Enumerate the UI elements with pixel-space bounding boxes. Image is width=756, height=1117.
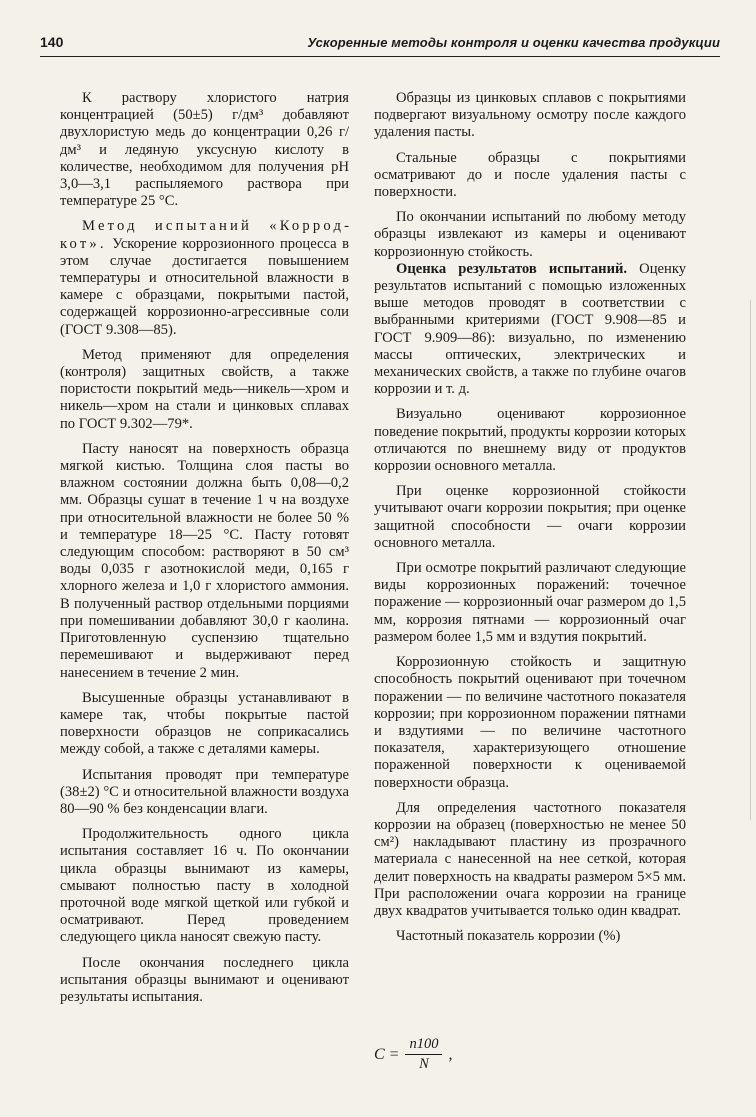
formula-fraction [405,1036,442,1073]
method-heading: Метод испытаний «Корродкот». [60,218,349,252]
paragraph: Испытания проводят при температуре (38±2) °С и относительной влажности воздуха 80—90 % без конденсации влаги. [60,766,349,817]
paragraph: Пасту наносят на поверхность образца мягкой кистью. Толщина слоя пасты во влажном состоянии должна быть 0,08—0,2 мм. Образцы сушат в течение 1 ч на воздухе при относительной влажности не более 50 % и температуре 18—25 °С. Пасту готовят следующим способом: растворяют в 50 см³ воды 0,035 г азотнокислой меди, 0,165 г хлорного железа и 1,0 г хлористого аммония. В полученный раствор отдельными порциями при помешивании добавляют 30,0 г каолина. Приготовленную суспензию тщательно перемешивают и выдерживают перед нанесением в течение 2 мин. [60,440,349,681]
page-number: 140 [40,34,64,50]
formula-lhs: C = [374,1045,400,1063]
paragraph: При осмотре покрытий различают следующие виды коррозионных поражений: точечное поражение — коррозионный очаг размером до 1,5 мм, коррозия пятнами — коррозионный очаг размером более 1,5 мм и вздутия покрытий. [374,560,686,645]
paragraph: Визуально оценивают коррозионное поведение покрытий, продукты коррозии которых отличаются по внешнему виду от продуктов коррозии основного металла. [374,406,686,475]
paragraph-method [60,218,349,338]
assessment-text: Оценку результатов испытаний с помощью изложенных выше методов проводят в соответствии с выбранными критериями (ГОСТ 9.908—85 и ГОСТ 9.909—86): визуально, по изменению массы оптических, электрических и механических свойств, а также по глубине очагов коррозии и т. д. [374,260,686,398]
page-header [40,30,720,57]
paragraph: Частотный показатель коррозии (%) [396,928,621,945]
paragraph: Коррозионную стойкость и защитную способность покрытий оценивают при точечном поражении — по величине частотного показателя коррозии; при коррозионном поражении пятнами и вздутиями — по величине частотного показателя, характеризующего отношение пораженной поверхности к оцениваемой поверхности образца. [374,654,686,791]
assessment-heading: Оценка результатов испытаний. [396,260,628,277]
paragraph: Стальные образцы с покрытиями осматривают до и после удаления пасты с поверхности. [374,149,686,201]
paragraph: По окончании испытаний по любому методу образцы извлекают из камеры и оценивают коррозионную стойкость. [374,209,686,260]
formula-numerator: n100 [405,1036,442,1055]
paragraph: После окончания последнего цикла испытания образцы вынимают и оценивают результаты испытания. [60,954,349,1005]
formula-comma: , [448,1045,453,1063]
paragraph: Для определения частотного показателя коррозии на образец (поверхностью не менее 50 см²) накладывают пластину из прозрачного материала с нанесенной на нее сеткой, которая делит поверхность на квадраты размером 5×5 мм. При расположении очага коррозии на границе двух квадратов учитывается только один квадрат. [374,799,686,919]
right-column [374,90,686,953]
corrosion-formula [374,1036,452,1073]
scan-edge-line [750,300,751,820]
paragraph: Метод применяют для определения (контроля) защитных свойств, а также пористости покрытий медь—никель—хром и никель—хром на стали и цинковых сплавах по ГОСТ 9.302—79*. [60,346,349,432]
paragraph: При оценке коррозионной стойкости учитывают очаги коррозии покрытия; при оценке защитной способности — очаги коррозии основного металла. [374,483,686,551]
paragraph: Высушенные образцы устанавливают в камере так, чтобы покрытые пастой поверхности образцов не соприкасались между собой, а также с деталями камеры. [60,689,349,758]
paragraph-assessment [374,261,686,399]
running-title: Ускоренные методы контроля и оценки качества продукции [307,35,720,50]
paragraph: Продолжительность одного цикла испытания составляет 16 ч. По окончании цикла образцы вынимают из камеры, смывают полностью пасту в холодной проточной воде мягкой щеткой или губкой и осматривают. Перед проведением следующего цикла наносят свежую пасту. [60,826,349,946]
paragraph: К раствору хлористого натрия концентрацией (50±5) г/дм³ добавляют двухлористую медь до концентрации 0,26 г/дм³ и ледяную уксусную кислоту в количестве, необходимом для получения pH 3,0—3,1 распыляемого раствора при температуре 25 °С. [60,90,349,210]
formula-denominator: N [419,1056,429,1072]
left-column [60,90,349,1014]
method-text: Ускорение коррозионного процесса в этом случае достигается повышением температуры и относительной влажности в камере с образцами, покрытыми пастой, содержащей коррозионно-агрессивные соли (ГОСТ 9.308—85). [60,235,349,338]
paragraph: Образцы из цинковых сплавов с покрытиями подвергают визуальному осмотру после каждого удаления пасты. [374,90,686,141]
